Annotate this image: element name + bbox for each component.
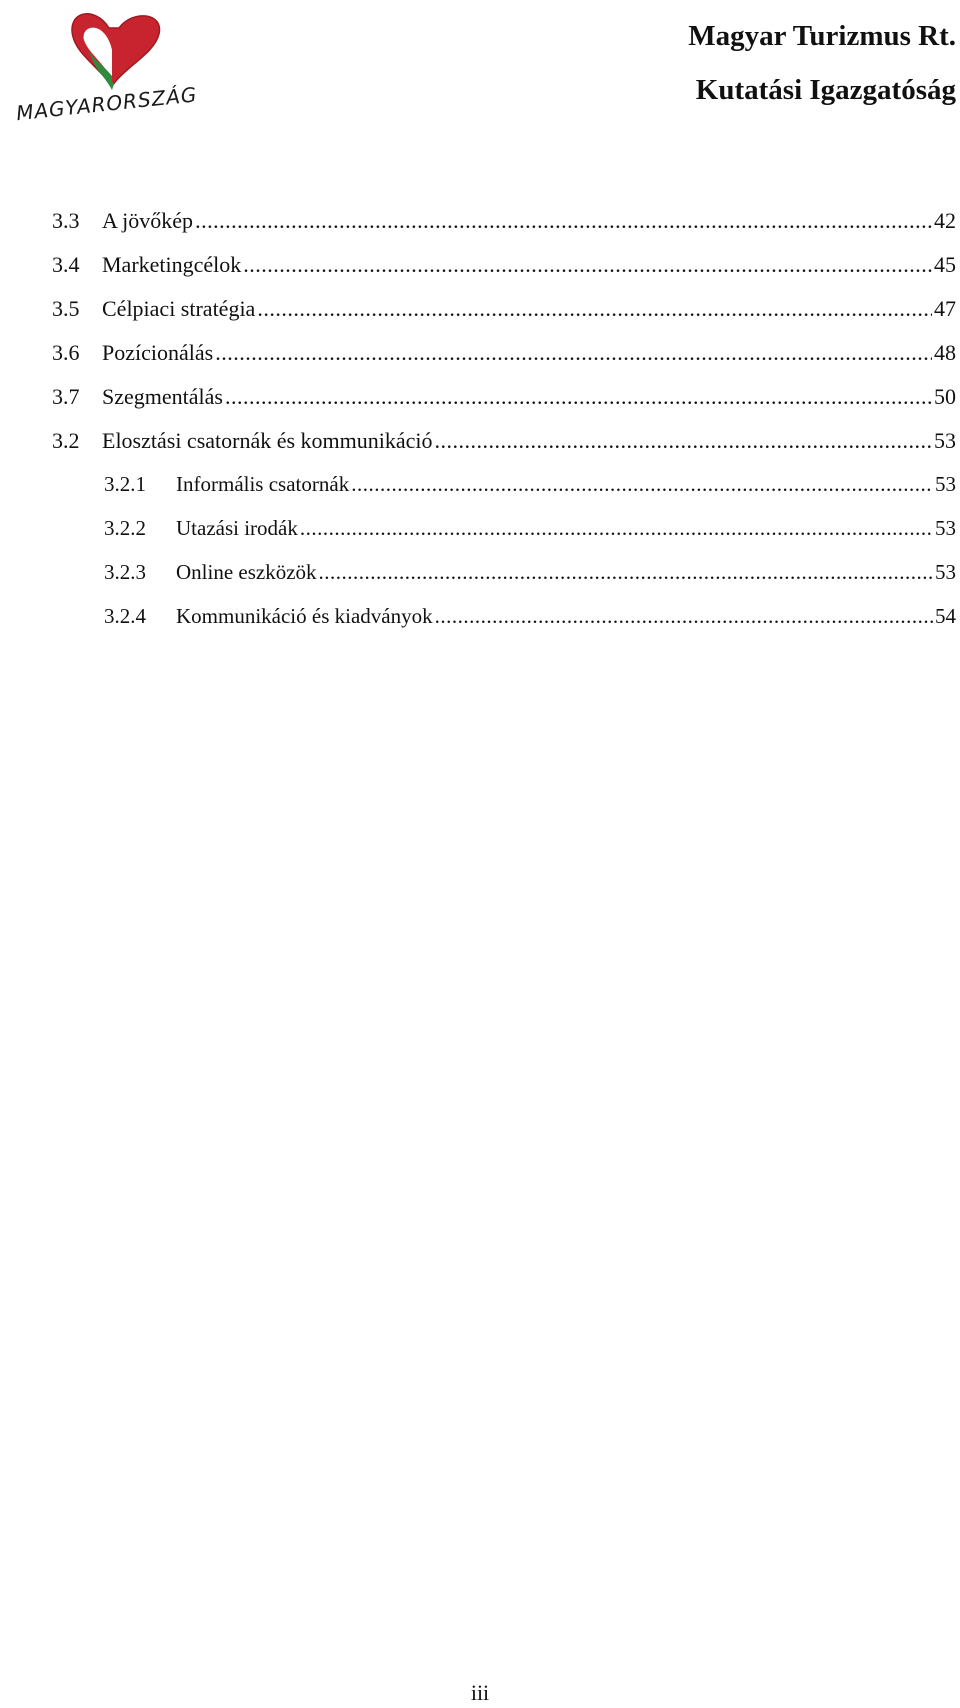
toc-entry-page: 53	[935, 472, 956, 496]
toc-entry-number: 3.3	[52, 208, 80, 233]
toc-entry[interactable]	[52, 384, 956, 420]
toc-entry-page: 53	[934, 428, 956, 453]
toc-entry-title: Célpiaci stratégia	[102, 296, 256, 321]
toc-entry-number: 3.2	[52, 428, 80, 453]
header-organization: Magyar Turizmus Rt.	[688, 20, 956, 52]
svg-text:MAGYARORSZÁG: MAGYARORSZÁG	[14, 82, 199, 126]
toc-entry-page: 54	[935, 604, 956, 628]
toc-entry-page: 53	[935, 516, 956, 540]
toc-entry-number: 3.2.3	[104, 560, 146, 584]
toc-entry[interactable]	[52, 208, 956, 244]
toc-entry[interactable]	[52, 252, 956, 288]
toc-subentry[interactable]	[104, 516, 956, 552]
toc-entry-page: 45	[934, 252, 956, 277]
toc-entry-number: 3.6	[52, 340, 80, 365]
toc-entry-page: 53	[935, 560, 956, 584]
toc-entry-number: 3.7	[52, 384, 80, 409]
toc-dot-leader	[319, 560, 933, 585]
toc-entry[interactable]	[52, 428, 956, 464]
magyarorszag-heart-logo-icon	[14, 6, 229, 131]
toc-entry-title: Informális csatornák	[176, 472, 350, 496]
toc-subentry[interactable]	[104, 472, 956, 508]
toc-entry-title: Utazási irodák	[176, 516, 298, 540]
toc-dot-leader	[257, 296, 932, 322]
toc-dot-leader	[351, 472, 933, 497]
toc-entry-title: Szegmentálás	[102, 384, 223, 409]
toc-entry-title: Kommunikáció és kiadványok	[176, 604, 433, 628]
toc-subentry[interactable]	[104, 560, 956, 596]
toc-dot-leader	[435, 428, 932, 454]
toc-entry-title: Elosztási csatornák és kommunikáció	[102, 428, 433, 453]
toc-entry-number: 3.2.4	[104, 604, 146, 628]
toc-dot-leader	[225, 384, 932, 410]
toc-entry-page: 50	[934, 384, 956, 409]
toc-entry-number: 3.2.1	[104, 472, 146, 496]
toc-entry-title: Pozícionálás	[102, 340, 214, 365]
toc-entry-number: 3.5	[52, 296, 80, 321]
toc-entry-number: 3.2.2	[104, 516, 146, 540]
toc-dot-leader	[243, 252, 932, 278]
toc-entry-title: Marketingcélok	[102, 252, 242, 277]
toc-entry-page: 42	[934, 208, 956, 233]
toc-entry-title: Online eszközök	[176, 560, 317, 584]
toc-entry[interactable]	[52, 340, 956, 376]
toc-dot-leader	[195, 208, 932, 234]
toc-entry-number: 3.4	[52, 252, 80, 277]
toc-dot-leader	[215, 340, 932, 366]
header-department: Kutatási Igazgatóság	[695, 74, 956, 106]
toc-entry-title: A jövőkép	[102, 208, 194, 233]
toc-entry-page: 47	[934, 296, 956, 321]
toc-entry[interactable]	[52, 296, 956, 332]
toc-dot-leader	[300, 516, 933, 541]
page-number: iii	[470, 1680, 490, 1705]
toc-dot-leader	[435, 604, 933, 629]
toc-entry-page: 48	[934, 340, 956, 365]
toc-subentry[interactable]	[104, 604, 956, 640]
